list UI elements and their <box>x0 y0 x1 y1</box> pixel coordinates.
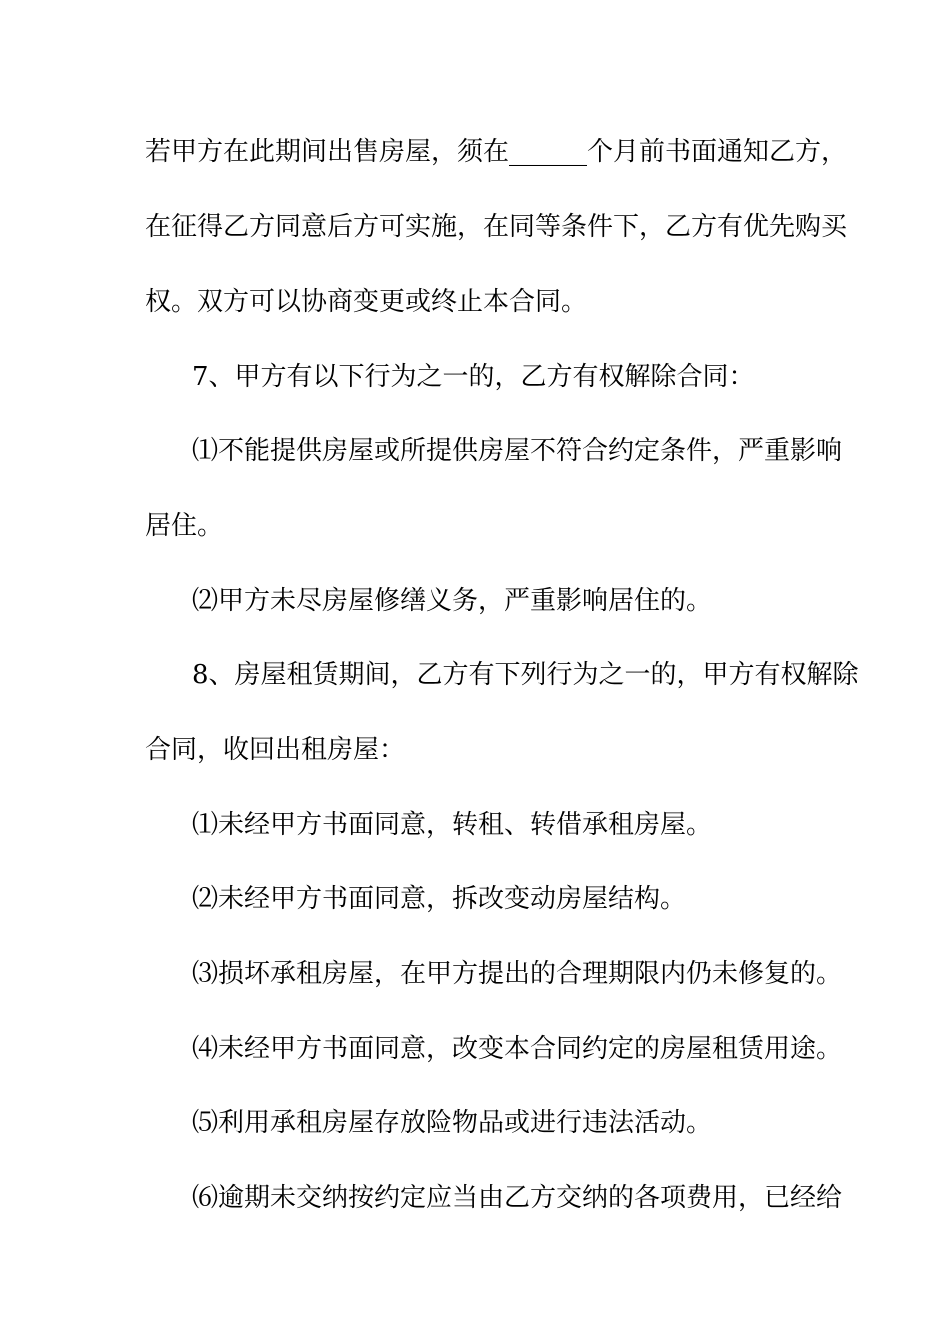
clause-heading: 7、甲方有以下行为之一的，乙方有权解除合同： <box>192 362 755 392</box>
list-item: ⑷未经甲方书面同意，改变本合同约定的房屋租赁用途。 <box>192 1034 843 1064</box>
paragraph-line: 在征得乙方同意后方可实施，在同等条件下，乙方有优先购买 <box>145 212 848 242</box>
paragraph-line: 居住。 <box>145 511 224 541</box>
list-item: ⑶损坏承租房屋，在甲方提出的合理期限内仍未修复的。 <box>192 959 843 989</box>
paragraph-line: 合同，收回出租房屋： <box>145 735 406 765</box>
list-item: ⑹逾期未交纳按约定应当由乙方交纳的各项费用，已经给 <box>192 1183 843 1213</box>
list-item: ⑵甲方未尽房屋修缮义务，严重影响居住的。 <box>192 586 713 616</box>
clause-heading: 8、房屋租赁期间，乙方有下列行为之一的，甲方有权解除 <box>192 660 859 690</box>
list-item: ⑵未经甲方书面同意，拆改变动房屋结构。 <box>192 884 687 914</box>
paragraph-line: 权。双方可以协商变更或终止本合同。 <box>145 287 588 317</box>
paragraph-line: 若甲方在此期间出售房屋，须在______个月前书面通知乙方， <box>145 137 848 167</box>
list-item: ⑴未经甲方书面同意，转租、转借承租房屋。 <box>192 810 713 840</box>
list-item: ⑸利用承租房屋存放险物品或进行违法活动。 <box>192 1108 713 1138</box>
list-item: ⑴不能提供房屋或所提供房屋不符合约定条件，严重影响 <box>192 436 843 466</box>
